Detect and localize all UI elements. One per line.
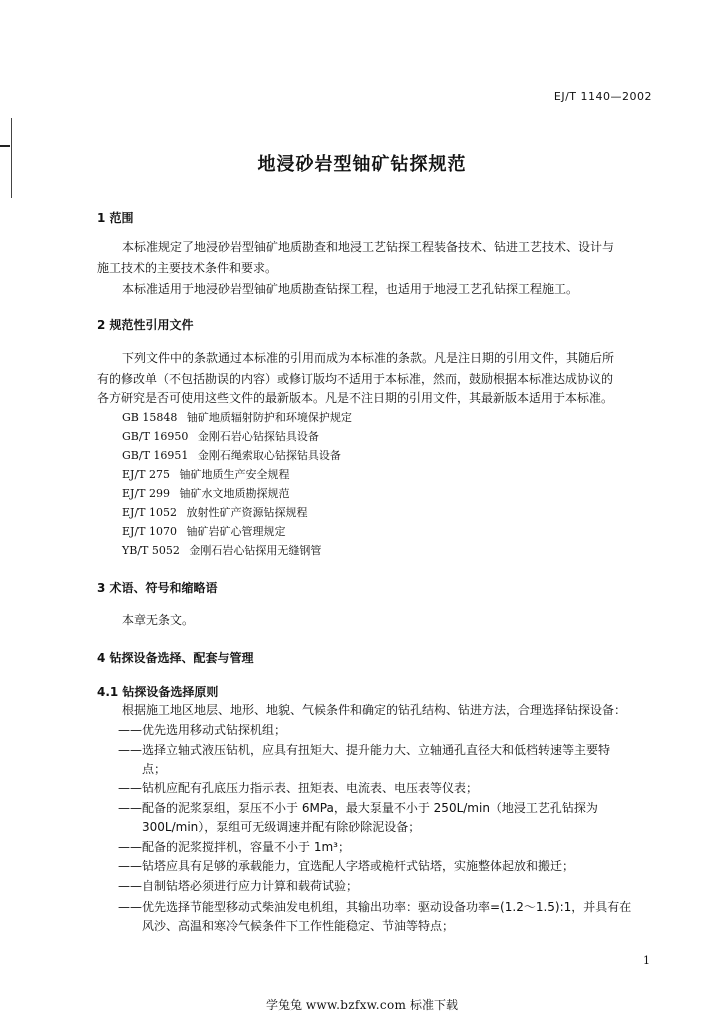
reference-title: 金刚石岩心钻探用无缝钢管 bbox=[189, 544, 322, 557]
section-1-heading: 1 范围 bbox=[97, 211, 134, 225]
page-number: 1 bbox=[643, 954, 650, 967]
reference-item bbox=[122, 522, 285, 541]
footer-watermark bbox=[0, 996, 724, 1013]
section-1-para-2: 本标准适用于地浸砂岩型铀矿地质勘查钻探工程，也适用于地浸工艺孔钻探工程施工。 bbox=[122, 282, 579, 296]
list-item: ——优先选用移动式钻探机组； bbox=[118, 723, 287, 737]
list-item: ——钻塔应具有足够的承载能力，宜选配人字塔或桅杆式钻塔，实施整体起放和搬迁； bbox=[118, 859, 575, 873]
reference-code: EJ/T 299 bbox=[122, 487, 170, 500]
footer-url[interactable]: www.bzfxw.com bbox=[305, 998, 407, 1012]
binding-mark bbox=[0, 145, 10, 147]
reference-item bbox=[122, 408, 352, 427]
list-item: ——配备的泥浆搅拌机，容量不小于 1m³； bbox=[118, 840, 350, 854]
reference-item bbox=[122, 446, 341, 465]
reference-code: YB/T 5052 bbox=[122, 544, 180, 557]
section-2-para-line-1: 下列文件中的条款通过本标准的引用而成为本标准的条款。凡是注日期的引用文件，其随后所 bbox=[122, 351, 615, 365]
section-2-para-line-3: 各方研究是否可使用这些文件的最新版本。凡是不注日期的引用文件，其最新版本适用于本标准。 bbox=[97, 391, 614, 405]
section-1-para-1a: 本标准规定了地浸砂岩型铀矿地质勘查和地浸工艺钻探工程装备技术、钻进工艺技术、设计与 bbox=[122, 240, 615, 254]
section-3-heading: 3 术语、符号和缩略语 bbox=[97, 581, 218, 595]
list-item: ——配备的泥浆泵组，泵压不小于 6MPa，最大泵量不小于 250L/min（地浸工艺孔钻探为 bbox=[118, 801, 598, 815]
list-item-continuation: 风沙、高温和寒冷气候条件下工作性能稳定、节油等特点； bbox=[142, 919, 455, 933]
list-item-continuation: 点； bbox=[142, 762, 167, 776]
list-item: ——选择立轴式液压钻机，应具有扭矩大、提升能力大、立轴通孔直径大和低档转速等主要特 bbox=[118, 743, 611, 757]
section-3-text: 本章无条文。 bbox=[122, 613, 195, 627]
reference-title: 铀矿岩矿心管理规定 bbox=[186, 525, 286, 538]
reference-code: GB 15848 bbox=[122, 411, 178, 424]
reference-item bbox=[122, 465, 289, 484]
subsection-4-1-heading: 4.1 钻探设备选择原则 bbox=[97, 685, 219, 699]
section-2-heading: 2 规范性引用文件 bbox=[97, 318, 194, 332]
reference-title: 铀矿水文地质勘探规范 bbox=[179, 487, 290, 500]
reference-title: 放射性矿产资源钻探规程 bbox=[186, 506, 308, 519]
section-4-heading: 4 钻探设备选择、配套与管理 bbox=[97, 651, 254, 665]
reference-item bbox=[122, 427, 319, 446]
reference-title: 铀矿地质辐射防护和环境保护规定 bbox=[186, 411, 352, 424]
reference-code: GB/T 16950 bbox=[122, 430, 189, 443]
list-item-continuation: 300L/min），泵组可无级调速并配有除砂除泥设备； bbox=[142, 820, 421, 834]
section-2-para-line-2: 有的修改单（不包括勘误的内容）或修订版均不适用于本标准，然而，鼓励根据本标准达成协议的 bbox=[97, 372, 614, 386]
reference-title: 金刚石岩心钻探钻具设备 bbox=[197, 430, 319, 443]
reference-code: GB/T 16951 bbox=[122, 449, 189, 462]
subsection-4-1-intro: 根据施工地区地层、地形、地貌、气候条件和确定的钻孔结构、钻进方法，合理选择钻探设备： bbox=[122, 703, 627, 717]
footer-note: 标准下载 bbox=[409, 998, 458, 1012]
reference-code: EJ/T 1070 bbox=[122, 525, 177, 538]
reference-title: 金刚石绳索取心钻探钻具设备 bbox=[197, 449, 341, 462]
reference-item bbox=[122, 503, 307, 522]
list-item: ——钻机应配有孔底压力指示表、扭矩表、电流表、电压表等仪表； bbox=[118, 781, 479, 795]
reference-code: EJ/T 1052 bbox=[122, 506, 177, 519]
reference-item bbox=[122, 541, 321, 560]
section-1-para-1b: 施工技术的主要技术条件和要求。 bbox=[97, 261, 278, 275]
footer-site-name: 学兔兔 bbox=[266, 998, 303, 1012]
page-title: 地浸砂岩型铀矿钻探规范 bbox=[257, 154, 467, 175]
document-code: EJ/T 1140—2002 bbox=[553, 90, 652, 103]
reference-item bbox=[122, 484, 289, 503]
list-item: ——自制钻塔必须进行应力计算和载荷试验； bbox=[118, 879, 359, 893]
reference-code: EJ/T 275 bbox=[122, 468, 170, 481]
list-item: ——优先选择节能型移动式柴油发电机组，其输出功率：驱动设备功率=(1.2～1.5):1，并具有在 bbox=[118, 900, 632, 914]
reference-title: 铀矿地质生产安全规程 bbox=[179, 468, 290, 481]
